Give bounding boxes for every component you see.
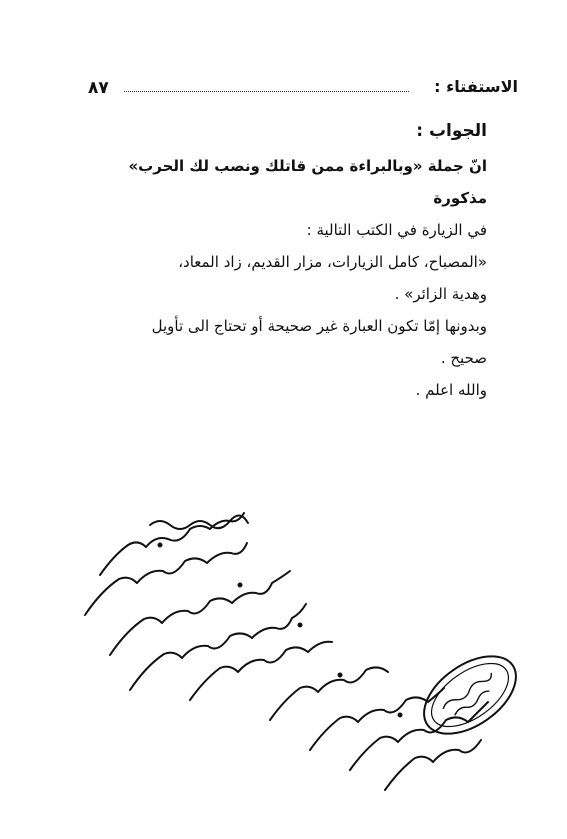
section-title: الاستفتاء : xyxy=(434,77,518,96)
answer-paragraph: وهدية الزائر» . xyxy=(394,285,487,303)
handwriting-image xyxy=(40,505,540,805)
answer-heading: الجواب : xyxy=(416,121,487,141)
answer-paragraph: وبدونها إمّا تكون العبارة غير صحيحة أو تحتاج الى تأويل xyxy=(151,317,487,335)
answer-paragraph: «المصباح، كامل الزيارات، مزار القديم، زاد المعاد، xyxy=(178,253,487,271)
header-dotted-rule xyxy=(124,91,409,92)
answer-section xyxy=(87,118,487,406)
handwritten-signed-note xyxy=(40,505,540,805)
page-header xyxy=(88,78,518,100)
answer-paragraph: والله اعلم . xyxy=(415,381,487,399)
answer-paragraph: صحيح . xyxy=(440,349,487,367)
answer-paragraph: في الزيارة في الكتب التالية : xyxy=(306,221,487,239)
answer-paragraph: انّ جملة «وبالبراءة ممن قاتلك ونصب لك الحرب» مذكورة xyxy=(128,157,487,207)
page-number: ٨٧ xyxy=(88,78,109,98)
